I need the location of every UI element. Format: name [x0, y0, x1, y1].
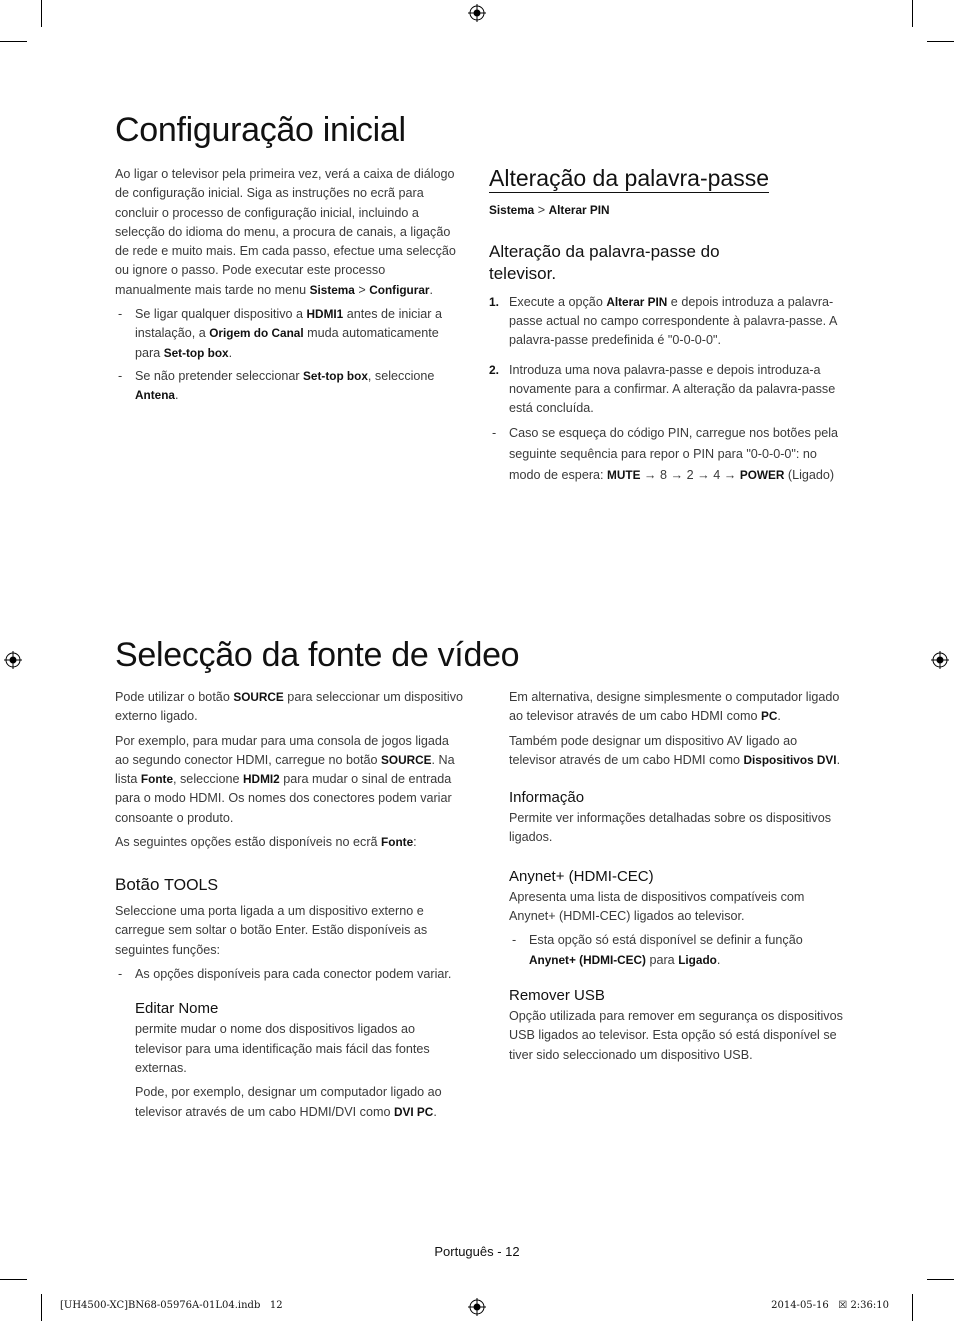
- setup-intro: [115, 165, 460, 300]
- registration-mark-icon: [468, 1298, 486, 1316]
- setup-column: [115, 165, 460, 406]
- text: Caso se esqueça do código PIN, carregue nos botões pela seguinte sequência para repor o PIN para "0-0-0-0": no modo de espera:: [509, 425, 839, 482]
- text: Execute a opção: [509, 294, 607, 309]
- crop-mark: [927, 41, 954, 42]
- text: para mudar o sinal de entrada para o modo HDMI. Os nomes dos conectores podem variar consoante o produto.: [115, 772, 452, 825]
- text: Pode, por exemplo, designar um computador ligado ao televisor através de um cabo HDMI/DVI como: [135, 1085, 442, 1119]
- step-2: [489, 361, 841, 419]
- term: Antena: [135, 388, 175, 403]
- menu-path: [489, 201, 841, 220]
- text: :: [413, 835, 417, 850]
- source-p2: [115, 732, 465, 828]
- text: e depois introduza a palavra-passe actual no campo correspondente à palavra-passe. A palavra-passe predefinida é "0-0-0-0".: [509, 294, 837, 348]
- setup-note-1: [115, 305, 460, 363]
- text: , seleccione: [367, 368, 435, 383]
- text: muda automaticamente para: [135, 326, 439, 360]
- anynet-text: Apresenta uma lista de dispositivos compatíveis com Anynet+ (HDMI-CEC) ligados ao televisor.: [509, 889, 805, 924]
- term: Anynet+ (HDMI-CEC): [529, 952, 646, 967]
- registration-mark-icon: [931, 651, 949, 669]
- pin-reset-note: [489, 423, 841, 486]
- subtitle-password: Alteração da palavra-passe do televisor.: [489, 241, 720, 283]
- term: Alterar PIN: [606, 294, 668, 309]
- source-p1: [115, 688, 465, 727]
- text: → 8 → 2 → 4 →: [640, 467, 740, 482]
- text: Esta opção só está disponível se definir a função: [529, 933, 803, 948]
- term: Dispositivos DVI: [743, 752, 837, 767]
- edit-name-p2: [135, 1083, 465, 1122]
- text: .: [716, 952, 721, 967]
- step-number: 1.: [489, 294, 500, 309]
- text: .: [777, 709, 781, 724]
- text: Em alternativa, designe simplesmente o computador ligado ao televisor através de um cabo HDMI como: [509, 690, 840, 724]
- button-name: POWER: [739, 467, 785, 482]
- text: Se ligar qualquer dispositivo a: [135, 307, 307, 322]
- print-file-info: [UH4500-XC]BN68-05976A-01L04.indb 12: [60, 1300, 283, 1311]
- term: Ligado: [678, 952, 717, 967]
- step-number: 2.: [489, 362, 500, 377]
- text: Introduza uma nova palavra-passe e depois introduza-a novamente para a confirmar. A alteração da palavra-passe está concluída.: [509, 362, 836, 416]
- tools-note: - As opções disponíveis para cada conector podem variar.: [115, 965, 465, 984]
- text: . Na lista: [115, 752, 455, 787]
- text: Pode utilizar o botão: [115, 690, 234, 704]
- text: Ao ligar o televisor pela primeira vez, verá a caixa de diálogo de configuração inicial. Siga as instruções no ecrã para concluir o processo de configuração inicial, incluindo a selecção do idioma do menu, a procura de canais, a ligação de rede e muito mais. Em cada passo, efectue uma selecção ou ignore o passo. Pode executar este processo manualmente mais tarde no menu: [115, 167, 456, 297]
- text: (Ligado): [784, 467, 835, 482]
- crop-mark: [912, 1294, 913, 1321]
- crop-mark: [41, 1294, 42, 1321]
- term: DVI PC: [393, 1104, 434, 1119]
- step-1: [489, 293, 841, 351]
- text: antes de iniciar a instalação, a: [135, 307, 442, 341]
- text: Botão: [115, 875, 165, 895]
- button-name: TOOLS: [164, 877, 219, 895]
- subtitle-tools: [115, 874, 465, 897]
- text: para: [645, 952, 679, 967]
- alt-p2: [509, 732, 844, 771]
- button-name: SOURCE: [381, 752, 432, 767]
- page-title-setup: Configuração inicial: [115, 111, 406, 149]
- text: .: [836, 752, 841, 767]
- term: Origem do Canal: [209, 326, 304, 341]
- text: Se não pretender seleccionar: [135, 368, 304, 383]
- term: Set-top box: [163, 345, 229, 360]
- term: HDMI1: [306, 307, 344, 322]
- menu-name: Sistema: [489, 203, 535, 218]
- text: Alteração da palavra-passe: [489, 165, 769, 191]
- menu-name: Configurar: [369, 282, 430, 297]
- setup-note-2: [115, 367, 460, 406]
- remove-usb-text: Opção utilizada para remover em segurança os dispositivos USB ligados ao televisor. Esta opção só está disponível se tiver sido seleccionado um dispositivo USB.: [509, 1008, 843, 1062]
- source-p3: [115, 833, 465, 852]
- text: .: [174, 388, 179, 403]
- source-left-column: [115, 688, 465, 1122]
- alt-p1: [509, 688, 844, 727]
- subtitle-edit-name: Editar Nome: [135, 1000, 219, 1018]
- subtitle-remove-usb: Remover USB: [509, 986, 605, 1004]
- crop-mark: [927, 1279, 954, 1280]
- term: HDMI2: [243, 772, 280, 787]
- text: , seleccione: [173, 772, 244, 787]
- text: .: [429, 282, 434, 297]
- term: Set-top box: [303, 368, 368, 383]
- crop-mark: [0, 1279, 27, 1280]
- anynet-note: [509, 931, 844, 970]
- text: Também pode designar um dispositivo AV ligado ao televisor através de um cabo HDMI como: [509, 733, 798, 767]
- button-name: SOURCE: [233, 690, 284, 704]
- section-title-password: [489, 166, 769, 193]
- text: .: [433, 1104, 437, 1119]
- menu-name: Sistema: [309, 282, 355, 297]
- crop-mark: [0, 41, 27, 42]
- source-right-column: [509, 688, 844, 1065]
- edit-name-p1: permite mudar o nome dos dispositivos ligados ao televisor para uma identificação mais fácil das fontes externas.: [135, 1022, 430, 1075]
- registration-mark-icon: [468, 4, 486, 22]
- crop-mark: [41, 0, 42, 27]
- edit-name-block: [115, 1000, 465, 1121]
- subtitle-info: Informação: [509, 789, 585, 807]
- page-title-source: Selecção da fonte de vídeo: [115, 636, 520, 674]
- registration-mark-icon: [4, 651, 22, 669]
- password-column: [489, 166, 841, 486]
- term: PC: [760, 709, 778, 724]
- menu-name: Alterar PIN: [548, 203, 610, 218]
- tools-text: Seleccione uma porta ligada a um dispositivo externo e carregue sem soltar o botão Enter. Estão disponíveis as seguintes funções:: [115, 904, 428, 957]
- term: Fonte: [140, 772, 174, 787]
- text: As seguintes opções estão disponíveis no ecrã: [115, 835, 382, 850]
- subtitle-anynet: Anynet+ (HDMI-CEC): [509, 867, 654, 885]
- text: .: [228, 345, 233, 360]
- text: >: [534, 203, 549, 218]
- term: Fonte: [381, 835, 414, 850]
- text: Por exemplo, para mudar para uma consola de jogos ligada ao segundo conector HDMI, carregue no botão: [115, 733, 449, 767]
- text: >: [354, 282, 370, 297]
- crop-mark: [912, 0, 913, 27]
- print-date-info: 2014-05-16 ☒ 2:36:10: [771, 1300, 889, 1311]
- button-name: MUTE: [607, 467, 641, 482]
- info-text: Permite ver informações detalhadas sobre os dispositivos ligados.: [509, 811, 831, 845]
- text: para seleccionar um dispositivo externo ligado.: [115, 690, 464, 724]
- page-footer: Português - 12: [434, 1244, 520, 1259]
